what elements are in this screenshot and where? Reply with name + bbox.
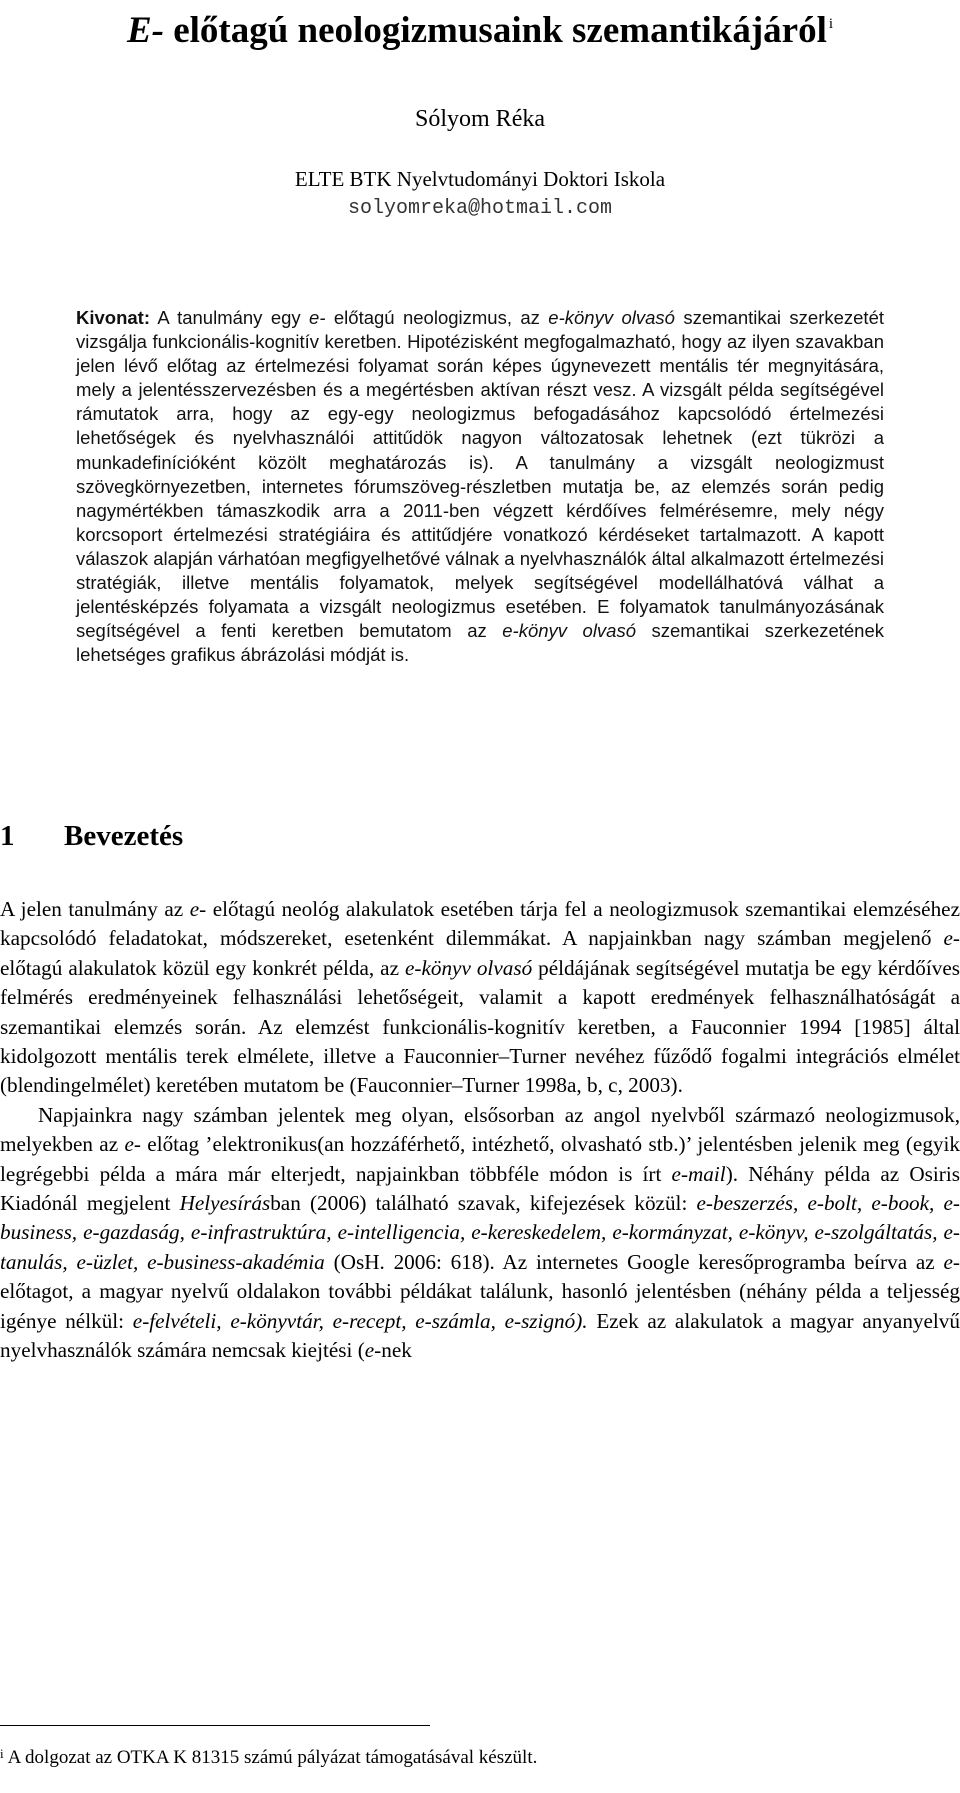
body-text: [0, 895, 960, 1366]
author-name: Sólyom Réka: [415, 106, 545, 132]
text-run: ). Néhány példa az Osiris Kiadónál megjelent: [0, 1161, 960, 1216]
italic-text-run: e-: [943, 926, 960, 951]
text-run: előtagú neológ alakulatok esetében tárja fel a neologizmusok szemantikai elemzéséhez kapcsolódó feladatokat, módszereket, esetenként dilemmákat. A napjainkban nagy számban megjelenő: [0, 897, 960, 951]
text-run: nek: [381, 1338, 412, 1363]
italic-text-run: e-: [364, 1338, 382, 1363]
italic-text-run: Helyesírás: [179, 1191, 271, 1216]
section-number: 1: [0, 820, 15, 852]
text-run: A tanulmány egy: [150, 307, 310, 328]
text-run: ban (2006) található szavak, kifejezések közül:: [270, 1191, 697, 1216]
text-run: szemantikai szerkezetét vizsgálja funkcionális-kognitív keretben. Hipotézisként megfogalmazható, hogy az ilyen szavakban jelen lévő előtag az értelmezési folyamat során képes úgynevezett mentális tér megnyitására, mely a jelentésszervezésben és a megértésben aktívan részt vesz. A vizsgált példa segítségével rámutatok arra, hogy az egy-egy neologizmus befogadásához kapcsolódó értelmezési lehetőségek és nyelvhasználói attitűdök nagyon változatosak lehetnek (ezt tükrözi a munkadefinícióként közölt meghatározás is). A tanulmány a vizsgált neologizmust szövegkörnyezetben, internetes fórumszöveg-részletben mutatja be, az elemzés során pedig nagymértékben támaszkodik arra a 2011-ben végzett kérdőíves felmérésemre, mely négy korcsoport értelmezési stratégiáira és attitűdjére vonatkozó kérdéseket tartalmazott. A kapott válaszok alapján várhatóan megfigyelhetővé válnak a nyelvhasználók által alkalmazott értelmezési stratégiák, illetve mentális folyamatok, melyek segítségével modellálhatóvá válhat a jelentésképzés folyamata a vizsgált neologizmus esetében. E folyamatok tanulmányozásának segítségével a fenti keretben bemutatom az: [76, 307, 885, 642]
author-email: solyomreka@hotmail.com: [347, 197, 613, 220]
text-run: Napjainkra nagy számban jelentek meg olyan, elsősorban az angol nyelvből származó neologizmusok, melyekben az: [0, 1102, 960, 1157]
abstract: [76, 306, 884, 667]
footnote-marker: i: [0, 1746, 4, 1761]
affiliation: ELTE BTK Nyelvtudományi Doktori Iskola: [294, 167, 666, 191]
italic-text-run: e-: [189, 897, 207, 921]
text-run: előtagot, a magyar nyelvű oldalakon további példákat találunk, hasonló jelentésben (néhány példa a teljesség igénye nélkül:: [0, 1279, 960, 1333]
italic-text-run: e-felvételi, e-könyvtár, e-recept, e-számla, e-szignó).: [132, 1308, 588, 1333]
text-run: A jelen tanulmány az: [0, 897, 190, 921]
italic-text-run: e-: [124, 1132, 141, 1157]
footnote-rule: [0, 1725, 430, 1726]
title-footnote-marker: i: [828, 16, 834, 32]
section-title: Bevezetés: [64, 820, 184, 852]
text-run: (OsH. 2006: 618). Az internetes Google keresőprogramba beírva az: [324, 1249, 944, 1274]
italic-text-run: e-könyv olvasó: [548, 307, 675, 328]
text-run: példájának segítségével mutatja be egy kérdőíves felmérés eredményeinek felhasználási lehetőségeit, valamit a kapott eredmények felhasználhatóságát a szemantikai elemzés során. Az elemzést funkcionális-kognitív keretben, a Fauconnier 1994 [1985] által kidolgozott mentális terek elmélete, illetve a Fauconnier–Turner nevéhez fűződő fogalmi integrációs elmélet (blendingelmélet) keretében mutatom be (Fauconnier–Turner 1998a, b, c, 2003).: [0, 955, 960, 1098]
italic-text-run: e-könyv olvasó: [502, 620, 637, 642]
abstract-label: Kivonat:: [76, 307, 150, 328]
italic-text-run: e-: [943, 1249, 960, 1274]
title-text: előtagú neologizmusaink szemantikájáról: [163, 10, 827, 51]
text-run: Ezek az alakulatok a magyar anyanyelvű nyelvhasználók számára nemcsak kiejtési (: [0, 1308, 960, 1363]
footnote: [0, 1742, 960, 1770]
paper-title: [0, 2, 960, 53]
italic-text-run: e-mail: [671, 1161, 726, 1186]
title-prefix: E-: [126, 10, 164, 51]
text-run: szemantikai szerkezetének lehetséges grafikus ábrázolási módját is.: [76, 620, 884, 666]
paragraph: [0, 895, 960, 1101]
footnote-text: A dolgozat az OTKA K 81315 számú pályázat támogatásával készült.: [7, 1747, 538, 1768]
italic-text-run: e-könyv olvasó: [404, 955, 533, 980]
section-heading: [0, 818, 960, 854]
text-run: előtagú alakulatok közül egy konkrét példa, az: [0, 955, 405, 980]
paragraph: [0, 1101, 960, 1366]
abstract-body: [76, 307, 884, 665]
italic-text-run: e-beszerzés, e-bolt, e-book, e-business, e-gazdaság, e-infrastruktúra, e-intelligencia, e-kereskedelem, e-kormányzat, e-könyv, e-szolgáltatás, e-tanulás, e-üzlet, e-business-akadémia: [0, 1191, 960, 1274]
text-run: előtag ’elektronikus(an hozzáférhető, intézhető, olvasható stb.)’ jelentésben jelenik meg (egyik legrégebbi példa a mára már elterjedt, napjainkban többféle módon is írt: [0, 1132, 960, 1186]
text-run: előtagú neologizmus, az: [325, 307, 549, 328]
italic-text-run: e-: [309, 307, 326, 328]
